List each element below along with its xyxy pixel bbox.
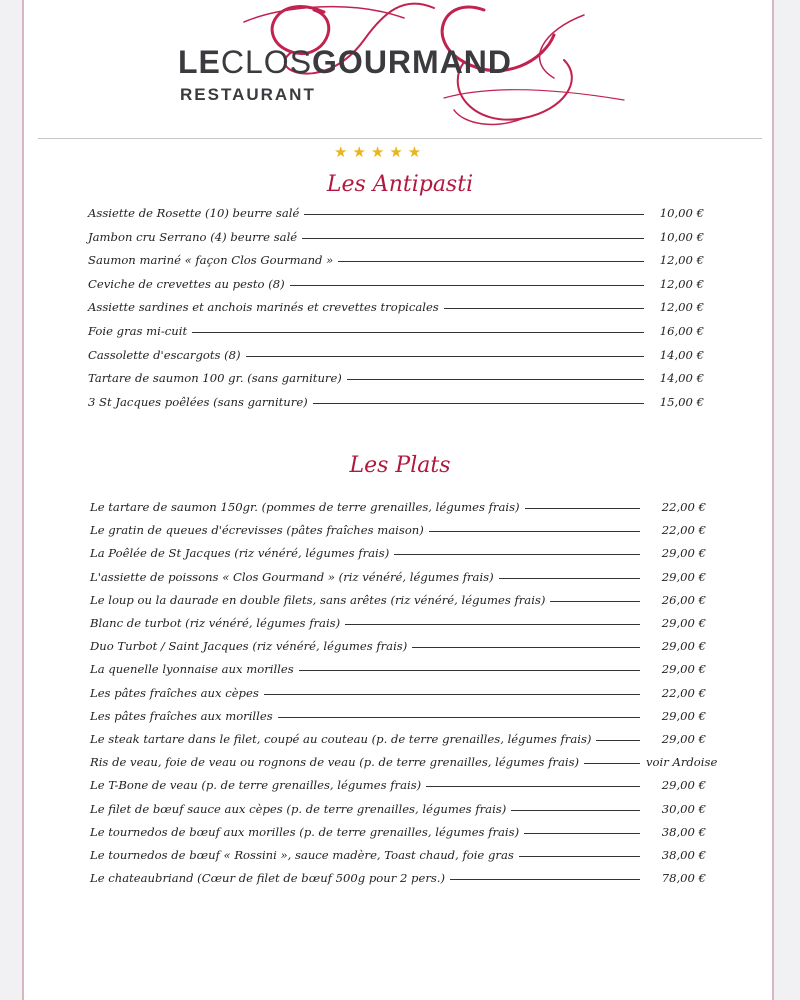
menu-item-leader-line bbox=[584, 763, 640, 764]
section-title-plats: Les Plats bbox=[349, 453, 451, 478]
section-title-antipasti: Les Antipasti bbox=[326, 172, 474, 197]
menu-item-name: Le T-Bone de veau (p. de terre grenailles, légumes frais) bbox=[90, 778, 422, 793]
menu-item-name: Saumon mariné « façon Clos Gourmand » bbox=[88, 253, 334, 268]
menu-item bbox=[90, 825, 706, 839]
menu-item bbox=[90, 709, 706, 723]
menu-item-leader-line bbox=[304, 214, 644, 215]
menu-item-leader-line bbox=[302, 238, 644, 239]
brand-part-gourmand: GOURMAND bbox=[312, 44, 513, 80]
menu-item-price: 12,00 € bbox=[659, 300, 704, 315]
menu-item-name: Le loup ou la daurade en double filets, sans arêtes (riz vénéré, légumes frais) bbox=[90, 592, 546, 607]
menu-item bbox=[90, 802, 706, 816]
menu-item-price: 15,00 € bbox=[659, 394, 704, 409]
menu-item bbox=[88, 395, 704, 409]
menu-item-leader-line bbox=[412, 647, 640, 648]
menu-item bbox=[88, 348, 704, 362]
menu-item-price: 29,00 € bbox=[661, 732, 706, 746]
header-divider bbox=[38, 138, 762, 139]
menu-page bbox=[22, 0, 774, 1000]
menu-item bbox=[88, 277, 704, 291]
menu-item-price: 29,00 € bbox=[661, 778, 706, 793]
menu-item bbox=[88, 230, 704, 244]
menu-item-leader-line bbox=[192, 332, 644, 333]
menu-item-name: Foie gras mi-cuit bbox=[88, 324, 188, 338]
menu-item-price: 78,00 € bbox=[661, 871, 706, 886]
menu-item bbox=[90, 593, 706, 607]
menu-item-price: 29,00 € bbox=[661, 546, 706, 561]
menu-item-price: 16,00 € bbox=[659, 324, 704, 338]
menu-item-leader-line bbox=[264, 694, 640, 695]
menu-item-leader-line bbox=[299, 670, 640, 671]
menu-item-leader-line bbox=[525, 508, 640, 509]
menu-item-price: 12,00 € bbox=[659, 276, 704, 291]
menu-item-leader-line bbox=[246, 356, 644, 357]
menu-item-name: Cassolette d'escargots (8) bbox=[88, 347, 241, 362]
restaurant-subtitle: RESTAURANT bbox=[180, 85, 316, 104]
menu-item-name: Le filet de bœuf sauce aux cèpes (p. de terre grenailles, légumes frais) bbox=[90, 801, 507, 816]
menu-item-price: 22,00 € bbox=[661, 523, 706, 538]
menu-item bbox=[90, 546, 706, 560]
menu-item-price: 26,00 € bbox=[661, 592, 706, 607]
menu-item-price: 29,00 € bbox=[661, 708, 706, 723]
menu-item-price: 14,00 € bbox=[659, 371, 704, 386]
menu-item bbox=[90, 662, 706, 676]
menu-item-name: Ris de veau, foie de veau ou rognons de veau (p. de terre grenailles, légumes frais) bbox=[90, 755, 580, 770]
menu-item-name: Le tournedos de bœuf aux morilles (p. de terre grenailles, légumes frais) bbox=[90, 824, 520, 839]
menu-item-name: Le chateaubriand (Cœur de filet de bœuf 500g pour 2 pers.) bbox=[90, 871, 446, 886]
menu-item-name: Ceviche de crevettes au pesto (8) bbox=[88, 276, 285, 291]
menu-item bbox=[88, 324, 704, 338]
menu-item bbox=[88, 300, 704, 314]
menu-item-name: Le tartare de saumon 150gr. (pommes de terre grenailles, légumes frais) bbox=[90, 500, 520, 514]
menu-item bbox=[88, 253, 704, 267]
menu-item-price: voir Ardoise bbox=[646, 755, 718, 770]
menu-item bbox=[90, 686, 706, 700]
menu-item-name: Tartare de saumon 100 gr. (sans garniture) bbox=[88, 371, 342, 386]
menu-item-leader-line bbox=[596, 740, 640, 741]
menu-item-leader-line bbox=[511, 810, 640, 811]
menu-item bbox=[90, 639, 706, 653]
restaurant-name bbox=[178, 44, 512, 81]
menu-item-name: La Poêlée de St Jacques (riz vénéré, légumes frais) bbox=[90, 546, 390, 561]
menu-item-price: 30,00 € bbox=[661, 801, 706, 816]
menu-item-name: Duo Turbot / Saint Jacques (riz vénéré, légumes frais) bbox=[90, 639, 408, 654]
menu-item-price: 29,00 € bbox=[661, 616, 706, 630]
star-rating: ★★★★★ bbox=[334, 143, 427, 161]
menu-item bbox=[90, 755, 718, 770]
menu-item-name: Jambon cru Serrano (4) beurre salé bbox=[88, 229, 298, 244]
menu-item-price: 10,00 € bbox=[659, 229, 704, 244]
menu-item-leader-line bbox=[550, 601, 640, 602]
menu-item-price: 38,00 € bbox=[661, 848, 706, 862]
menu-item-name: L'assiette de poissons « Clos Gourmand » (riz vénéré, légumes frais) bbox=[90, 569, 494, 584]
menu-item-leader-line bbox=[345, 624, 640, 625]
menu-item-name: Le gratin de queues d'écrevisses (pâtes fraîches maison) bbox=[90, 523, 424, 538]
menu-item-leader-line bbox=[338, 261, 644, 262]
menu-item-price: 29,00 € bbox=[661, 639, 706, 654]
menu-item-name: La quenelle lyonnaise aux morilles bbox=[90, 662, 294, 677]
menu-item bbox=[88, 206, 704, 220]
menu-item-leader-line bbox=[394, 554, 640, 555]
menu-item-name: Assiette de Rosette (10) beurre salé bbox=[88, 206, 300, 220]
menu-item-price: 22,00 € bbox=[661, 685, 706, 700]
brand-part-clos: CLOS bbox=[220, 44, 313, 80]
menu-item bbox=[90, 848, 706, 862]
menu-item-name: Les pâtes fraîches aux cèpes bbox=[90, 685, 259, 700]
menu-item bbox=[90, 871, 706, 885]
menu-item-price: 29,00 € bbox=[661, 662, 706, 677]
menu-item bbox=[90, 570, 706, 584]
menu-item-leader-line bbox=[290, 285, 644, 286]
menu-item bbox=[90, 616, 706, 630]
menu-item-leader-line bbox=[278, 717, 640, 718]
menu-item-name: Le tournedos de bœuf « Rossini », sauce madère, Toast chaud, foie gras bbox=[90, 848, 514, 862]
menu-item-price: 22,00 € bbox=[661, 500, 706, 514]
menu-item-price: 12,00 € bbox=[659, 253, 704, 268]
menu-item-leader-line bbox=[313, 403, 644, 404]
menu-item-name: 3 St Jacques poêlées (sans garniture) bbox=[88, 394, 308, 409]
menu-item-leader-line bbox=[519, 856, 640, 857]
brand-part-le: LE bbox=[178, 44, 221, 80]
menu-item-name: Assiette sardines et anchois marinés et crevettes tropicales bbox=[88, 300, 439, 315]
menu-item-price: 29,00 € bbox=[661, 569, 706, 584]
menu-item-leader-line bbox=[429, 531, 640, 532]
menu-item-leader-line bbox=[499, 578, 640, 579]
menu-item-leader-line bbox=[450, 879, 640, 880]
menu-item bbox=[90, 732, 706, 746]
menu-item-name: Blanc de turbot (riz vénéré, légumes frais) bbox=[90, 616, 341, 630]
menu-item bbox=[90, 778, 706, 792]
menu-item-name: Les pâtes fraîches aux morilles bbox=[90, 708, 273, 723]
menu-item-name: Le steak tartare dans le filet, coupé au couteau (p. de terre grenailles, légumes frais) bbox=[90, 732, 592, 746]
menu-item bbox=[90, 523, 706, 537]
menu-item-price: 14,00 € bbox=[659, 347, 704, 362]
menu-item-leader-line bbox=[524, 833, 640, 834]
menu-item bbox=[88, 371, 704, 385]
menu-item-leader-line bbox=[444, 308, 644, 309]
menu-item-price: 10,00 € bbox=[659, 206, 704, 220]
menu-item bbox=[90, 500, 706, 514]
menu-item-leader-line bbox=[426, 786, 640, 787]
menu-item-leader-line bbox=[347, 379, 644, 380]
menu-item-price: 38,00 € bbox=[661, 824, 706, 839]
